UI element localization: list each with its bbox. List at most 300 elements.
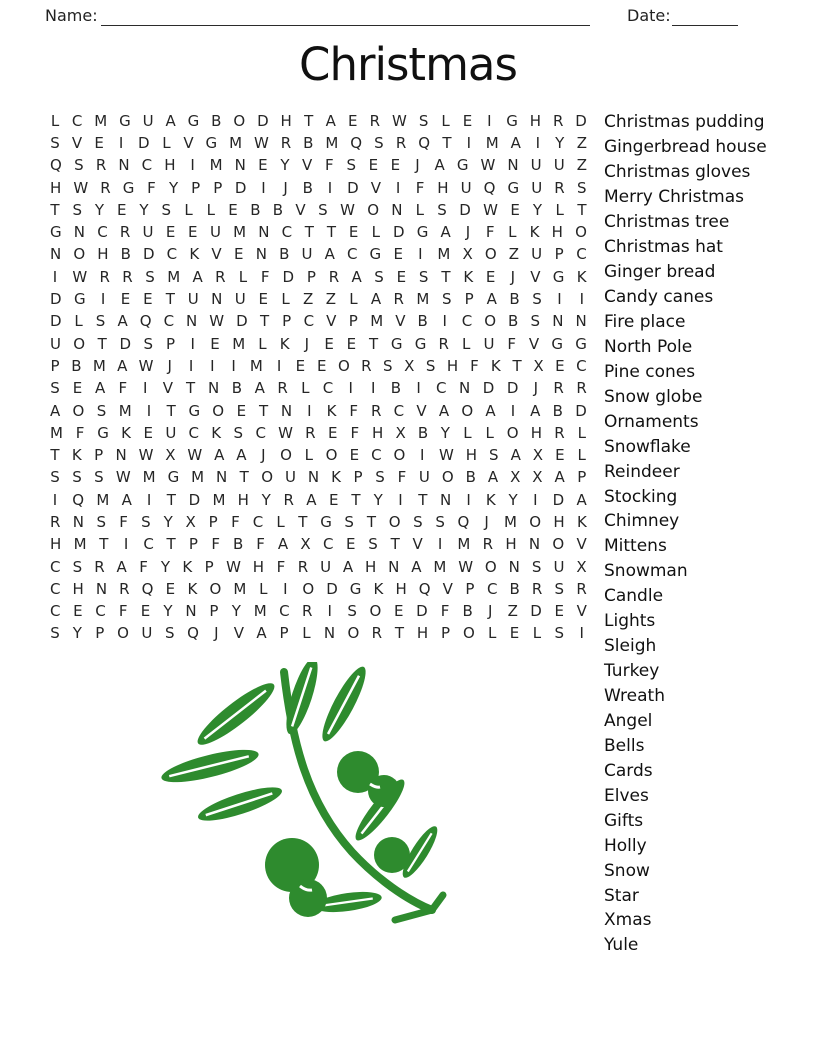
grid-letter: E [462,111,473,130]
word-list-item: Star [604,885,639,906]
grid-letter: U [284,468,296,487]
grid-letter: M [191,468,205,487]
grid-row [50,578,587,600]
grid-row [50,288,587,310]
grid-letter: X [532,446,544,465]
grid-letter: W [138,446,154,465]
word-list-item: Turkey [604,661,660,682]
grid-letter: G [414,334,427,353]
grid-letter: P [279,624,289,643]
grid-letter: P [353,468,363,487]
grid-letter: P [464,290,474,309]
word-list-item: Lights [604,611,656,632]
grid-letter: O [484,557,497,576]
grid-row [50,333,587,355]
grid-letter: F [118,602,128,621]
grid-letter: I [146,401,152,420]
grid-letter: V [326,312,337,331]
grid-letter: W [458,557,474,576]
grid-letter: M [233,579,247,598]
grid-letter: E [228,200,238,219]
grid-letter: M [503,512,517,531]
grid-letter: G [551,334,564,353]
grid-letter: U [483,334,495,353]
grid-letter: T [185,379,196,398]
grid-letter: E [345,535,356,554]
grid-letter: O [388,512,401,531]
grid-letter: D [575,401,587,420]
grid-letter: L [441,111,450,130]
grid-letter: O [280,446,292,465]
grid-letter: V [412,535,423,554]
grid-letter: N [307,468,320,487]
grid-letter: M [94,111,108,130]
grid-letter: K [187,579,198,598]
word-list-item: Christmas hat [604,237,723,258]
grid-letter: P [577,468,587,487]
grid-letter: A [254,379,265,398]
grid-letter: S [489,446,499,465]
grid-letter: O [212,401,225,420]
grid-letter: S [96,512,107,531]
grid-letter: E [295,356,306,375]
grid-letter: W [253,133,269,152]
grid-letter: C [95,602,106,621]
grid-letter: J [304,334,310,353]
grid-letter: C [303,312,315,331]
grid-letter: O [233,111,246,130]
grid-letter: U [209,223,221,242]
grid-letter: N [72,512,84,531]
grid-letter: D [143,245,155,264]
grid-letter: A [554,468,565,487]
grid-letter: S [94,468,104,487]
grid-letter: I [398,490,403,509]
grid-letter: P [166,334,176,353]
grid-letter: M [212,490,226,509]
grid-letter: R [328,267,340,286]
grid-letter: H [395,579,407,598]
grid-letter: U [234,290,246,309]
grid-row [50,177,587,199]
grid-letter: F [118,379,128,398]
grid-letter: A [192,267,203,286]
grid-letter: H [237,490,249,509]
grid-letter: M [142,468,156,487]
grid-letter: Y [280,156,290,175]
grid-letter: A [306,490,317,509]
grid-letter: L [487,624,497,643]
grid-letter: N [575,312,587,331]
grid-row [50,422,587,444]
grid-letter: M [209,156,223,175]
grid-letter: J [283,178,288,197]
grid-letter: Y [163,602,173,621]
grid-letter: R [122,267,133,286]
grid-letter: Y [168,178,179,197]
grid-letter: S [72,468,82,487]
word-list-item: Bells [604,735,645,756]
grid-letter: A [351,267,362,286]
grid-letter: H [551,223,563,242]
grid-letter: M [96,490,110,509]
grid-letter: P [554,245,564,264]
grid-letter: S [72,557,83,576]
grid-letter: T [166,401,176,420]
grid-letter: P [209,602,219,621]
grid-letter: I [579,624,584,643]
grid-letter: I [466,490,471,509]
grid-letter: L [258,334,267,353]
grid-letter: G [187,111,200,130]
grid-letter: T [166,490,176,509]
grid-letter: Y [160,557,171,576]
grid-letter: U [531,245,543,264]
grid-letter: D [393,223,405,242]
grid-letter: L [50,111,60,130]
grid-letter: I [442,312,447,331]
grid-letter: S [318,200,328,219]
grid-letter: V [211,245,222,264]
grid-letter: S [442,290,452,309]
grid-letter: Y [139,200,149,219]
grid-letter: M [232,334,246,353]
grid-letter: V [528,334,540,353]
grid-letter: L [238,267,248,286]
grid-letter: J [415,156,420,175]
grid-letter: C [393,401,405,420]
grid-letter: I [276,356,282,375]
grid-letter: G [188,401,201,420]
grid-letter: I [466,133,472,152]
grid-letter: V [576,602,587,621]
grid-letter: S [344,512,354,531]
grid-letter: S [374,267,384,286]
grid-letter: H [372,423,384,442]
olive-branch-illustration [152,662,447,934]
grid-letter: T [50,200,60,219]
grid-letter: Y [72,624,82,643]
grid-letter: A [510,133,521,152]
grid-letter: T [165,290,175,309]
grid-letter: S [164,624,175,643]
grid-letter: R [371,624,383,643]
grid-letter: C [50,579,61,598]
grid-letter: G [50,223,62,242]
grid-letter: D [188,490,201,509]
grid-letter: P [465,579,475,598]
grid-letter: H [530,423,543,442]
grid-letter: Q [418,133,431,152]
grid-letter: T [418,490,428,509]
grid-row [50,199,587,221]
grid-letter: L [508,223,517,242]
grid-letter: T [260,312,270,331]
grid-letter: M [92,356,106,375]
word-list-item: Fire place [604,311,686,332]
grid-letter: K [211,423,222,442]
grid-letter: C [322,535,334,554]
grid-letter: P [50,356,60,375]
grid-letter: M [73,535,87,554]
grid-letter: N [528,535,541,554]
grid-letter: F [397,468,407,487]
grid-letter: F [507,334,516,353]
grid-letter: F [75,423,85,442]
grid-letter: T [99,535,109,554]
grid-letter: M [253,602,267,621]
grid-letter: G [575,334,587,353]
grid-letter: F [256,535,265,554]
grid-letter: O [369,602,382,621]
grid-letter: G [456,156,469,175]
grid-letter: Y [231,602,241,621]
grid-letter: Q [50,156,62,175]
grid-letter: N [388,557,400,576]
grid-letter: X [510,468,521,487]
grid-letter: Y [373,490,383,509]
grid-letter: A [434,156,445,175]
grid-letter: B [417,423,429,442]
grid-letter: I [188,356,194,375]
grid-letter: R [438,334,449,353]
grid-letter: T [369,334,379,353]
grid-letter: R [100,178,111,197]
grid-letter: S [72,200,83,219]
grid-letter: H [164,156,176,175]
grid-letter: R [553,379,564,398]
grid-letter: T [258,401,269,420]
word-list-item: Angel [604,710,653,731]
grid-letter: E [258,290,268,309]
grid-letter: M [457,535,471,554]
page-title: Christmas [299,38,517,91]
grid-letter: E [316,356,327,375]
grid-letter: I [371,379,376,398]
grid-letter: S [161,200,172,219]
grid-letter: U [301,245,313,264]
grid-letter: T [351,490,361,509]
grid-letter: C [141,156,153,175]
grid-letter: K [279,334,290,353]
grid-letter: W [187,446,203,465]
grid-letter: N [234,156,246,175]
grid-letter: W [73,178,89,197]
grid-row [50,355,587,377]
grid-letter: G [552,267,565,286]
grid-letter: D [482,379,495,398]
word-list-item: Mittens [604,536,667,557]
grid-letter: B [272,200,284,219]
word-list-item: Pine cones [604,361,696,382]
grid-letter: U [165,423,177,442]
grid-row [50,601,587,623]
grid-letter: I [395,178,401,197]
word-list-item: Ornaments [604,411,699,432]
grid-letter: W [480,156,496,175]
grid-letter: K [463,267,474,286]
word-list-item: Sleigh [604,636,657,657]
grid-letter: B [231,379,243,398]
grid-letter: I [146,490,152,509]
grid-letter: E [143,290,153,309]
grid-letter: L [302,624,311,643]
grid-letter: E [509,624,520,643]
grid-letter: R [531,579,543,598]
grid-letter: S [346,156,357,175]
grid-letter: R [215,267,226,286]
word-list-item: Reindeer [604,461,680,482]
grid-letter: G [122,178,135,197]
grid-letter: B [508,312,519,331]
word-list-item: Stocking [604,486,678,507]
grid-letter: G [390,334,403,353]
grid-letter: E [555,356,565,375]
grid-letter: G [119,111,131,130]
grid-letter: B [509,579,520,598]
grid-letter: C [461,312,473,331]
grid-letter: D [326,579,338,598]
grid-letter: U [418,468,430,487]
grid-letter: U [460,178,472,197]
grid-letter: I [307,401,312,420]
grid-letter: W [115,468,131,487]
grid-letter: T [366,512,377,531]
grid-letter: I [533,490,538,509]
grid-letter: C [486,579,498,598]
grid-letter: W [439,446,454,465]
grid-letter: I [487,111,492,130]
grid-letter: L [415,200,424,219]
grid-letter: R [119,223,131,242]
word-list-item: Candle [604,586,664,607]
grid-letter: K [529,223,540,242]
grid-letter: C [143,535,154,554]
grid-letter: C [71,111,83,130]
grid-letter: L [485,423,494,442]
date-label: Date: [627,6,671,25]
grid-letter: O [337,356,350,375]
grid-letter: L [184,200,193,219]
grid-row [50,244,587,266]
grid-letter: B [232,535,244,554]
grid-letter: N [255,245,268,264]
grid-letter: E [554,602,564,621]
grid-letter: U [530,156,542,175]
grid-letter: E [140,602,151,621]
grid-letter: W [391,111,407,130]
grid-letter: W [209,312,225,331]
grid-letter: A [342,557,354,576]
grid-row [50,378,587,400]
grid-letter: M [437,245,451,264]
grid-letter: I [190,156,195,175]
grid-letter: S [437,200,447,219]
word-list-item: Merry Christmas [604,187,744,208]
grid-letter: Z [325,290,337,309]
grid-letter: L [371,223,380,242]
grid-letter: G [369,245,382,264]
grid-letter: E [143,423,153,442]
grid-letter: C [97,223,108,242]
grid-letter: B [417,312,428,331]
word-list-item: Elves [604,785,649,806]
word-list-item: Holly [604,835,647,856]
word-list-item: Gingerbread house [604,137,767,158]
grid-letter: R [395,133,407,152]
grid-letter: S [530,312,541,331]
grid-letter: H [252,557,265,576]
grid-letter: C [576,245,587,264]
word-list-item: Ginger bread [604,262,716,283]
grid-letter: P [348,312,358,331]
grid-letter: I [231,356,236,375]
grid-letter: E [394,602,404,621]
grid-letter: A [485,401,496,420]
grid-letter: O [261,468,273,487]
grid-letter: A [121,490,132,509]
grid-letter: E [349,446,360,465]
grid-letter: R [301,602,313,621]
grid-letter: K [331,468,341,487]
grid-letter: I [535,133,541,152]
grid-letter: O [325,446,338,465]
grid-letter: E [233,245,244,264]
grid-letter: I [437,535,443,554]
grid-letter: I [100,290,106,309]
grid-letter: L [259,579,268,598]
grid-letter: N [440,490,452,509]
grid-letter: B [509,290,520,309]
grid-letter: F [485,223,495,242]
grid-letter: I [416,379,421,398]
letter-grid [50,110,587,645]
grid-letter: V [530,267,541,286]
grid-letter: D [416,602,428,621]
grid-letter: J [533,379,539,398]
grid-letter: E [327,423,338,442]
grid-letter: F [260,267,270,286]
grid-letter: N [185,602,197,621]
grid-letter: V [233,624,244,643]
grid-letter: O [73,334,86,353]
grid-row [50,155,587,177]
grid-letter: R [576,579,587,598]
grid-letter: L [462,334,471,353]
grid-letter: I [327,602,332,621]
grid-row [50,110,587,132]
name-blank-line [101,24,590,26]
grid-letter: B [71,356,82,375]
grid-letter: E [165,579,176,598]
grid-letter: E [324,334,334,353]
grid-letter: D [257,111,269,130]
grid-letter: R [370,401,382,420]
grid-letter: U [531,178,543,197]
grid-letter: F [119,512,128,531]
grid-letter: F [139,557,148,576]
grid-letter: L [577,446,586,465]
grid-letter: I [557,290,562,309]
grid-letter: J [487,602,493,621]
grid-letter: S [418,267,429,286]
grid-letter: I [419,446,425,465]
grid-letter: H [505,535,517,554]
grid-letter: C [255,423,266,442]
grid-letter: Q [141,579,154,598]
grid-letter: M [370,312,384,331]
grid-letter: O [209,579,222,598]
